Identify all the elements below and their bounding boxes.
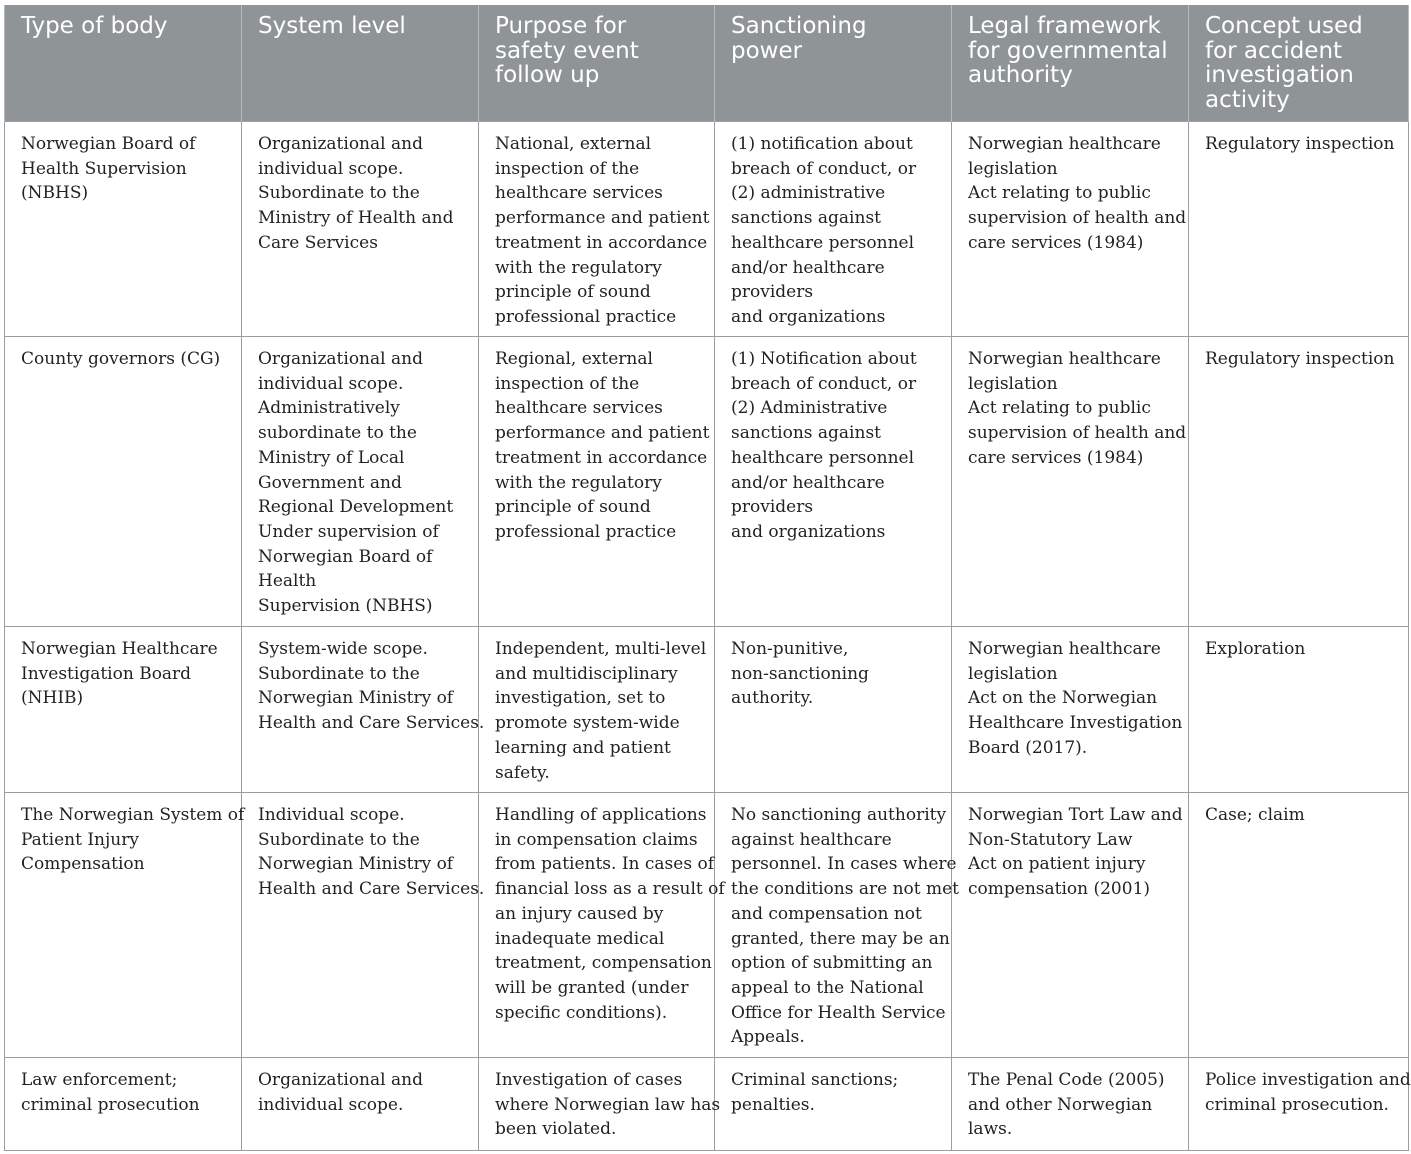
cell-text-line: legislation	[968, 373, 1058, 394]
cell-text-line: appeal to the National	[731, 977, 924, 998]
cell-sanctioning-power	[715, 1058, 952, 1151]
cell-text-line: (NHIB)	[21, 688, 84, 709]
cell-concept	[1189, 627, 1409, 793]
cell-text-line: subordinate to the	[258, 423, 417, 444]
cell-text-line: care services (1984)	[968, 232, 1144, 253]
table-row	[5, 337, 1409, 627]
cell-text-line: System-wide scope.	[258, 639, 428, 659]
cell-text-line: inspection of the	[495, 158, 640, 179]
cell-text-line: Investigation Board	[21, 663, 192, 684]
cell-text-line: financial loss as a result of	[495, 879, 725, 900]
cell-text-line: treatment in accordance	[495, 447, 708, 468]
header-row	[5, 5, 1409, 122]
cell-text-line: Subordinate to the	[258, 829, 420, 850]
header-sanctioning-power: Sanctioning power	[715, 5, 952, 122]
cell-text-line: (2) administrative	[731, 183, 886, 204]
cell-text-line: Norwegian Tort Law and	[968, 805, 1183, 825]
cell-text-line: Act relating to public	[968, 183, 1151, 204]
cell-text-line: Non-punitive,	[731, 639, 849, 659]
cell-text-line: Health and Care Services.	[258, 713, 485, 734]
cell-text-line: criminal prosecution	[21, 1094, 200, 1115]
cell-concept	[1189, 122, 1409, 337]
cell-legal-framework	[952, 337, 1189, 627]
table-body	[5, 122, 1409, 1151]
cell-text-line: County governors (CG)	[21, 349, 221, 369]
comparison-table	[4, 5, 1409, 1151]
cell-text-line: Case; claim	[1205, 805, 1305, 825]
cell-text-line: criminal prosecution.	[1205, 1094, 1389, 1115]
cell-system-level	[242, 1058, 479, 1151]
cell-text-line: inadequate medical	[495, 928, 665, 949]
cell-text-line: legislation	[968, 158, 1058, 179]
table-row	[5, 627, 1409, 793]
header-concept: Concept used for accident investigation activity	[1189, 5, 1409, 122]
cell-text-line: option of submitting an	[731, 953, 933, 974]
cell-text-line: Health and Care Services.	[258, 879, 485, 900]
cell-text-line: Health	[258, 571, 317, 592]
cell-text-line: Subordinate to the	[258, 663, 420, 684]
cell-text-line: Healthcare Investigation	[968, 713, 1183, 734]
cell-concept	[1189, 337, 1409, 627]
cell-type-of-body	[5, 627, 242, 793]
cell-text-line: in compensation claims	[495, 829, 698, 850]
cell-text-line: Norwegian Board of	[21, 134, 196, 154]
cell-text-line: penalties.	[731, 1094, 815, 1115]
cell-text-line: breach of conduct, or	[731, 373, 917, 394]
cell-text-line: healthcare services	[495, 398, 663, 419]
cell-text-line: Norwegian healthcare	[968, 349, 1161, 369]
cell-text-line: healthcare services	[495, 183, 663, 204]
cell-text-line: and other Norwegian	[968, 1094, 1153, 1115]
cell-text-line: (1) Notification about	[731, 349, 917, 369]
cell-text-line: healthcare personnel	[731, 447, 915, 468]
cell-text-line: healthcare personnel	[731, 232, 915, 253]
cell-text-line: treatment, compensation	[495, 953, 712, 974]
table-container	[4, 5, 1411, 1151]
cell-text-line: Appeals.	[731, 1027, 805, 1048]
cell-text-line: where Norwegian law has	[495, 1094, 721, 1115]
cell-text-line: with the regulatory	[495, 472, 662, 493]
cell-text-line: supervision of health and	[968, 208, 1187, 229]
cell-text-line: (2) Administrative	[731, 398, 888, 419]
cell-text-line: with the regulatory	[495, 257, 662, 278]
cell-type-of-body	[5, 1058, 242, 1151]
cell-text-line: treatment in accordance	[495, 232, 708, 253]
cell-text-line: Government and	[258, 472, 402, 493]
header-purpose: Purpose for safety event follow up	[479, 5, 715, 122]
cell-text-line: the conditions are not met	[731, 879, 960, 900]
cell-text-line: Regional Development	[258, 497, 454, 518]
cell-text-line: Subordinate to the	[258, 183, 420, 204]
cell-text-line: and compensation not	[731, 903, 922, 924]
cell-text-line: Organizational and	[258, 349, 423, 369]
cell-text-line: Exploration	[1205, 639, 1306, 659]
cell-text-line: compensation (2001)	[968, 879, 1151, 900]
cell-purpose	[479, 337, 715, 627]
cell-text-line: Norwegian Healthcare	[21, 639, 218, 659]
cell-text-line: Independent, multi-level	[495, 639, 707, 659]
cell-concept	[1189, 1058, 1409, 1151]
cell-text-line: Organizational and	[258, 134, 423, 154]
cell-system-level	[242, 122, 479, 337]
cell-text-line: promote system-wide	[495, 713, 680, 734]
cell-text-line: Law enforcement;	[21, 1070, 178, 1090]
cell-text-line: sanctions against	[731, 423, 882, 444]
cell-text-line: individual scope.	[258, 373, 404, 394]
table-header	[5, 5, 1409, 122]
cell-text-line: personnel. In cases where	[731, 854, 957, 875]
cell-text-line: Care Services	[258, 232, 378, 253]
cell-text-line: laws.	[968, 1119, 1013, 1140]
cell-text-line: care services (1984)	[968, 447, 1144, 468]
cell-text-line: and organizations	[731, 521, 886, 542]
cell-text-line: and/or healthcare	[731, 472, 885, 493]
cell-text-line: and/or healthcare	[731, 257, 885, 278]
cell-text-line: (NBHS)	[21, 183, 89, 204]
table-row	[5, 122, 1409, 337]
cell-text-line: Investigation of cases	[495, 1070, 683, 1090]
cell-text-line: Board (2017).	[968, 737, 1088, 758]
cell-text-line: providers	[731, 282, 814, 303]
cell-text-line: non-sanctioning	[731, 663, 869, 684]
cell-text-line: Non-Statutory Law	[968, 829, 1133, 850]
cell-text-line: Office for Health Service	[731, 1002, 946, 1023]
table-row	[5, 793, 1409, 1058]
cell-text-line: professional practice	[495, 521, 677, 542]
cell-text-line: performance and patient	[495, 423, 710, 444]
cell-purpose	[479, 122, 715, 337]
cell-text-line: Ministry of Local	[258, 447, 405, 468]
cell-legal-framework	[952, 627, 1189, 793]
cell-text-line: Compensation	[21, 854, 145, 875]
cell-system-level	[242, 627, 485, 793]
cell-text-line: National, external	[495, 134, 652, 154]
cell-text-line: Criminal sanctions;	[731, 1070, 899, 1090]
cell-text-line: and organizations	[731, 306, 886, 327]
cell-text-line: Police investigation and	[1205, 1070, 1411, 1090]
cell-text-line: inspection of the	[495, 373, 640, 394]
cell-text-line: an injury caused by	[495, 903, 664, 924]
cell-text-line: Handling of applications	[495, 805, 707, 825]
cell-text-line: No sanctioning authority	[731, 805, 947, 825]
cell-text-line: supervision of health and	[968, 423, 1187, 444]
cell-text-line: against healthcare	[731, 829, 892, 850]
cell-text-line: Health Supervision	[21, 158, 187, 179]
cell-text-line: Administratively	[258, 398, 400, 419]
cell-system-level	[242, 793, 485, 1058]
cell-text-line: learning and patient	[495, 737, 671, 758]
cell-text-line: specific conditions).	[495, 1002, 668, 1023]
cell-text-line: authority.	[731, 688, 814, 709]
cell-text-line: The Norwegian System of	[21, 805, 245, 825]
header-system-level: System level	[242, 5, 479, 122]
cell-text-line: individual scope.	[258, 158, 404, 179]
cell-text-line: (1) notification about	[731, 134, 913, 154]
cell-legal-framework	[952, 793, 1189, 1058]
header-legal-framework: Legal framework for governmental authority	[952, 5, 1189, 122]
cell-text-line: Regulatory inspection	[1205, 349, 1395, 369]
cell-text-line: Ministry of Health and	[258, 208, 454, 229]
cell-text-line: Act on the Norwegian	[968, 688, 1158, 709]
cell-legal-framework	[952, 1058, 1189, 1151]
cell-purpose	[479, 793, 725, 1058]
cell-text-line: principle of sound	[495, 497, 651, 518]
table-row	[5, 1058, 1409, 1151]
cell-text-line: Norwegian Board of	[258, 546, 433, 567]
cell-legal-framework	[952, 122, 1189, 337]
cell-text-line: Norwegian Ministry of	[258, 854, 454, 875]
cell-sanctioning-power	[715, 793, 960, 1058]
cell-purpose	[479, 1058, 721, 1151]
cell-text-line: providers	[731, 497, 814, 518]
cell-text-line: and multidisciplinary	[495, 663, 678, 684]
cell-text-line: Act relating to public	[968, 398, 1151, 419]
cell-text-line: performance and patient	[495, 208, 710, 229]
cell-text-line: Norwegian healthcare	[968, 639, 1161, 659]
cell-text-line: principle of sound	[495, 282, 651, 303]
header-type-of-body: Type of body	[5, 5, 242, 122]
cell-type-of-body	[5, 793, 245, 1058]
cell-text-line: been violated.	[495, 1119, 617, 1140]
cell-text-line: Norwegian Ministry of	[258, 688, 454, 709]
cell-system-level	[242, 337, 479, 627]
cell-text-line: Under supervision of	[258, 521, 439, 542]
cell-type-of-body	[5, 337, 242, 627]
cell-text-line: from patients. In cases of	[495, 854, 714, 875]
cell-type-of-body	[5, 122, 242, 337]
cell-text-line: breach of conduct, or	[731, 158, 917, 179]
cell-text-line: Regional, external	[495, 349, 653, 369]
cell-text-line: Act on patient injury	[968, 854, 1146, 875]
cell-text-line: Regulatory inspection	[1205, 134, 1395, 154]
cell-text-line: Norwegian healthcare	[968, 134, 1161, 154]
cell-text-line: sanctions against	[731, 208, 882, 229]
cell-text-line: The Penal Code (2005)	[968, 1070, 1165, 1090]
cell-text-line: legislation	[968, 663, 1058, 684]
cell-text-line: professional practice	[495, 306, 677, 327]
cell-concept	[1189, 793, 1409, 1058]
cell-sanctioning-power	[715, 337, 952, 627]
cell-sanctioning-power	[715, 122, 952, 337]
cell-text-line: Individual scope.	[258, 805, 405, 825]
cell-purpose	[479, 627, 715, 793]
cell-text-line: granted, there may be an	[731, 928, 950, 949]
cell-text-line: will be granted (under	[495, 977, 689, 998]
cell-sanctioning-power	[715, 627, 952, 793]
cell-text-line: Patient Injury	[21, 829, 139, 850]
cell-text-line: individual scope.	[258, 1094, 404, 1115]
cell-text-line: Supervision (NBHS)	[258, 596, 433, 617]
cell-text-line: Organizational and	[258, 1070, 423, 1090]
cell-text-line: safety.	[495, 762, 550, 783]
cell-text-line: investigation, set to	[495, 688, 666, 709]
